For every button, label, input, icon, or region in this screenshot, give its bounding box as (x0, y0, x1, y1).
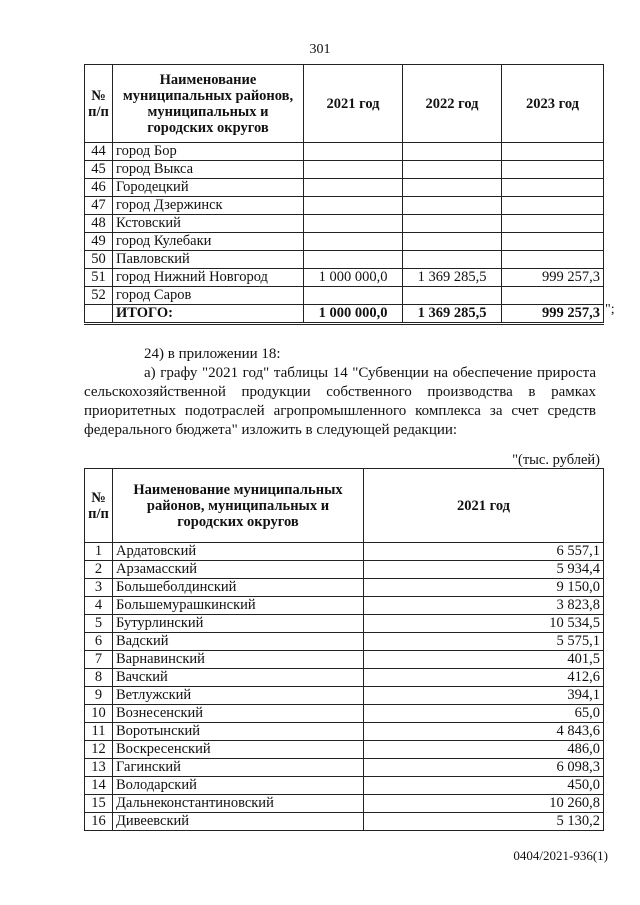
row-name: Володарский (113, 777, 364, 795)
row-2021: 65,0 (364, 705, 604, 723)
row-2021 (304, 161, 403, 179)
row-2022 (403, 215, 502, 233)
row-2021: 1 000 000,0 (304, 269, 403, 287)
row-name: Большемурашкинский (113, 597, 364, 615)
row-2023 (502, 143, 604, 161)
row-number: 5 (85, 615, 113, 633)
row-2021: 5 575,1 (364, 633, 604, 651)
total-row (85, 305, 604, 324)
row-number: 8 (85, 669, 113, 687)
row-2022 (403, 251, 502, 269)
row-number: 51 (85, 269, 113, 287)
header-number: № п/п (85, 469, 113, 543)
row-2022: 1 369 285,5 (403, 269, 502, 287)
table-row (85, 233, 604, 251)
table-row (85, 179, 604, 197)
table-row (85, 597, 604, 615)
row-name: город Кулебаки (113, 233, 304, 251)
total-number (85, 305, 113, 324)
row-2021: 9 150,0 (364, 579, 604, 597)
row-2021: 450,0 (364, 777, 604, 795)
row-name: Дивеевский (113, 813, 364, 831)
row-2021 (304, 143, 403, 161)
row-2021 (304, 251, 403, 269)
row-2021: 3 823,8 (364, 597, 604, 615)
row-name: Большеболдинский (113, 579, 364, 597)
table-row (85, 795, 604, 813)
table-row (85, 651, 604, 669)
row-name: Арзамасский (113, 561, 364, 579)
table-row (85, 197, 604, 215)
row-name: Ветлужский (113, 687, 364, 705)
row-number: 1 (85, 543, 113, 561)
row-name: город Бор (113, 143, 304, 161)
total-2021: 1 000 000,0 (304, 305, 403, 324)
table-previous-appendix (84, 64, 604, 325)
row-name: Городецкий (113, 179, 304, 197)
table1-body (85, 143, 604, 324)
row-2021 (304, 215, 403, 233)
row-number: 13 (85, 759, 113, 777)
row-name: Вачский (113, 669, 364, 687)
header-number: № п/п (85, 65, 113, 143)
table-row (85, 813, 604, 831)
table-row (85, 215, 604, 233)
row-2022 (403, 179, 502, 197)
row-number: 2 (85, 561, 113, 579)
row-name: Гагинский (113, 759, 364, 777)
table-row (85, 269, 604, 287)
row-number: 7 (85, 651, 113, 669)
row-name: Павловский (113, 251, 304, 269)
row-name: город Нижний Новгород (113, 269, 304, 287)
page-number: 301 (309, 42, 331, 57)
row-number: 50 (85, 251, 113, 269)
row-2021 (304, 179, 403, 197)
row-2021: 401,5 (364, 651, 604, 669)
row-number: 4 (85, 597, 113, 615)
table-row (85, 615, 604, 633)
table-row (85, 741, 604, 759)
row-2021 (304, 197, 403, 215)
table-row (85, 143, 604, 161)
row-2021: 6 098,3 (364, 759, 604, 777)
paragraph-appendix-18: 24) в приложении 18: (144, 346, 281, 362)
paragraph-amendment: а) графу "2021 год" таблицы 14 "Субвенции на обеспечение прироста сельскохозяйственной продукции собственного производства в рамках приоритетных подотраслей агропромышленного комплекса за счет средств федерального бюджета" изложить в следующей редакции: (84, 365, 596, 438)
table-row (85, 543, 604, 561)
table-row (85, 287, 604, 305)
table-row (85, 561, 604, 579)
header-2021: 2021 год (364, 469, 604, 543)
header-name: Наименование муниципальных районов, муниципальных и городских округов (113, 65, 304, 143)
row-2021 (304, 287, 403, 305)
table2-body (85, 543, 604, 831)
row-number: 46 (85, 179, 113, 197)
row-number: 3 (85, 579, 113, 597)
row-2023 (502, 251, 604, 269)
row-2021: 5 934,4 (364, 561, 604, 579)
header-name: Наименование муниципальных районов, муниципальных и городских округов (113, 469, 364, 543)
row-2022 (403, 197, 502, 215)
row-name: Ардатовский (113, 543, 364, 561)
row-name: город Выкса (113, 161, 304, 179)
header-2021: 2021 год (304, 65, 403, 143)
row-name: Бутурлинский (113, 615, 364, 633)
row-name: Дальнеконстантиновский (113, 795, 364, 813)
row-number: 9 (85, 687, 113, 705)
row-number: 12 (85, 741, 113, 759)
table-14-subventions (84, 468, 604, 831)
table-row (85, 251, 604, 269)
row-number: 10 (85, 705, 113, 723)
row-number: 15 (85, 795, 113, 813)
table-row (85, 723, 604, 741)
row-number: 44 (85, 143, 113, 161)
row-2022 (403, 143, 502, 161)
row-2021 (304, 233, 403, 251)
row-2023: 999 257,3 (502, 269, 604, 287)
row-number: 6 (85, 633, 113, 651)
units-label: "(тыс. рублей) (512, 452, 600, 468)
row-name: город Дзержинск (113, 197, 304, 215)
table-row (85, 759, 604, 777)
row-name: Варнавинский (113, 651, 364, 669)
row-name: Кстовский (113, 215, 304, 233)
row-2022 (403, 287, 502, 305)
total-2023: 999 257,3 (502, 305, 604, 324)
row-name: Воротынский (113, 723, 364, 741)
row-number: 49 (85, 233, 113, 251)
row-2021: 5 130,2 (364, 813, 604, 831)
header-2023: 2023 год (502, 65, 604, 143)
row-2023 (502, 287, 604, 305)
row-2021: 394,1 (364, 687, 604, 705)
row-2021: 6 557,1 (364, 543, 604, 561)
closing-quote: "; (605, 302, 615, 317)
row-number: 48 (85, 215, 113, 233)
table-row (85, 777, 604, 795)
row-2021: 4 843,6 (364, 723, 604, 741)
row-2021: 10 260,8 (364, 795, 604, 813)
row-2023 (502, 179, 604, 197)
row-2021: 412,6 (364, 669, 604, 687)
table-row (85, 633, 604, 651)
row-2022 (403, 233, 502, 251)
table-row (85, 687, 604, 705)
row-2023 (502, 197, 604, 215)
row-number: 11 (85, 723, 113, 741)
document-number: 0404/2021-936(1) (513, 848, 608, 863)
total-label: ИТОГО: (113, 305, 304, 324)
table-row (85, 579, 604, 597)
row-number: 52 (85, 287, 113, 305)
header-2022: 2022 год (403, 65, 502, 143)
row-number: 47 (85, 197, 113, 215)
row-name: Вадский (113, 633, 364, 651)
row-name: Воскресенский (113, 741, 364, 759)
total-2022: 1 369 285,5 (403, 305, 502, 324)
row-2023 (502, 233, 604, 251)
row-number: 45 (85, 161, 113, 179)
row-2023 (502, 161, 604, 179)
table-row (85, 705, 604, 723)
row-number: 16 (85, 813, 113, 831)
table-row (85, 161, 604, 179)
row-2021: 486,0 (364, 741, 604, 759)
row-name: город Саров (113, 287, 304, 305)
row-2022 (403, 161, 502, 179)
table-row (85, 669, 604, 687)
row-2023 (502, 215, 604, 233)
row-2021: 10 534,5 (364, 615, 604, 633)
row-number: 14 (85, 777, 113, 795)
row-name: Вознесенский (113, 705, 364, 723)
